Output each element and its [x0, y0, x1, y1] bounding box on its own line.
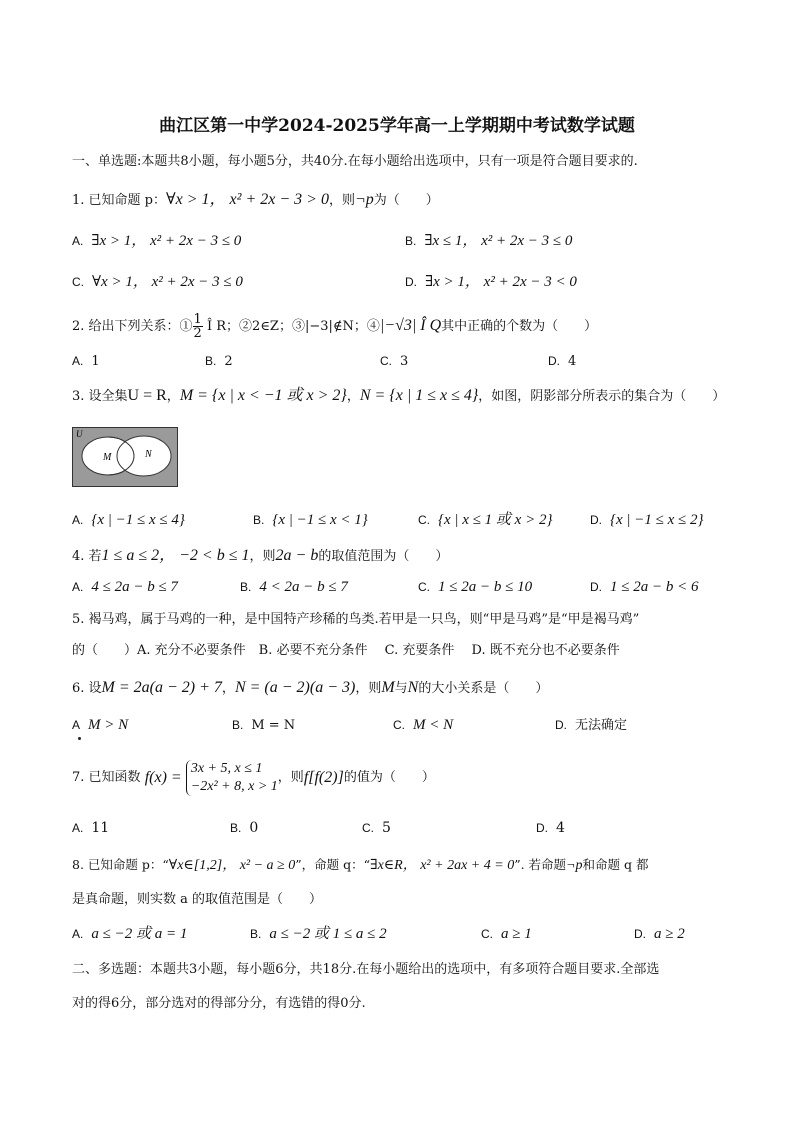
q7-case-1: 3x + 5, x ≤ 1 — [190, 761, 263, 776]
q8-stem-text-2: ”，命题 q：“ — [295, 857, 370, 872]
venn-label-n: N — [145, 449, 152, 460]
section-2-header-line-2: 对的得6分，部分选对的得部分分，有选错的得0分. — [72, 996, 366, 1011]
venn-label-u: U — [76, 429, 83, 439]
q3-set-m: M = {x | x < −1 或 x > 2} — [179, 387, 347, 404]
q4-stem-text: 4. 若 — [72, 549, 102, 564]
q7-option-b: B. 0 — [230, 820, 259, 836]
q3-option-a-text: {x | −1 ≤ x ≤ 4} — [91, 512, 185, 528]
section-1-header: 一、单选题:本题共8小题，每小题5分，共40分.在每小题给出选项中，只有一项是符合题目要求的. — [72, 154, 638, 169]
q1-option-a: A. ∃x > 1， x² + 2x − 3 ≤ 0 — [72, 233, 242, 249]
q3-comma-2: ， — [346, 389, 360, 404]
q8-option-a: A. a ≤ −2 或 a = 1 — [72, 926, 188, 942]
question-1-stem — [72, 191, 439, 210]
q4-condition: 1 ≤ a ≤ 2， −2 < b ≤ 1 — [101, 547, 250, 564]
q6-option-a-text: M > N — [88, 717, 129, 733]
q3-set-n: N = {x | 1 ≤ x ≤ 4} — [359, 387, 479, 404]
q4-expression: 2a − b — [275, 547, 319, 564]
q4-option-b: B. 4 < 2a − b ≤ 7 — [240, 579, 348, 595]
q1-option-b: B. ∃x ≤ 1， x² + 2x − 3 ≤ 0 — [405, 233, 573, 249]
q3-option-d: D. {x | −1 ≤ x ≤ 2} — [590, 512, 704, 528]
question-2-stem — [72, 313, 597, 340]
q1-option-a-text: ∃x > 1， x² + 2x − 3 ≤ 0 — [91, 233, 242, 249]
q8-option-b: B. a ≤ −2 或 1 ≤ a ≤ 2 — [250, 926, 387, 942]
q7-stem-text-2: ，则 — [277, 770, 304, 785]
q2-option-b-text: 2 — [224, 354, 233, 369]
q7-option-d-text: 4 — [556, 820, 565, 836]
q2-stem-text: 2. 给出下列关系：① — [72, 319, 193, 334]
q6-option-c-text: M < N — [413, 717, 454, 733]
q1-option-b-text: ∃x ≤ 1， x² + 2x − 3 ≤ 0 — [424, 233, 573, 249]
q8-proposition-q: ∃x∈R， x² + 2ax + 4 = 0 — [370, 858, 515, 873]
q6-option-c: C. M < N — [393, 717, 454, 733]
q7-piecewise-cases — [186, 760, 278, 796]
q4-option-d-text: 1 ≤ 2a − b < 6 — [610, 579, 699, 595]
q3-option-a: A. {x | −1 ≤ x ≤ 4} — [72, 512, 185, 528]
q3-option-b-text: {x | −1 ≤ x < 1} — [272, 512, 368, 528]
q7-stem-text: 7. 已知函数 — [72, 770, 141, 785]
q6-option-a: A M > N — [72, 717, 129, 733]
q7-option-d: D. 4 — [536, 820, 565, 836]
q8-option-d: D. a ≥ 2 — [634, 926, 685, 942]
q4-stem-text-3: 的取值范围为（ ） — [318, 549, 449, 564]
q6-stem-text-2: ，则 — [355, 681, 382, 696]
q8-proposition-p: ∀x∈[1,2]， x² − a ≥ 0 — [168, 858, 296, 873]
q8-stem-text: 8. 已知命题 p：“ — [72, 857, 169, 872]
q6-option-d: D. 无法确定 — [555, 718, 628, 733]
q4-stem-text-2: ，则 — [249, 549, 276, 564]
stray-dot — [78, 737, 81, 740]
q8-option-b-text: a ≤ −2 或 1 ≤ a ≤ 2 — [269, 926, 387, 942]
section-2-header-line-1: 二、多选题：本题共3小题，每小题6分，共18分.在每小题给出的选项中，有多项符合题目要求.全部选 — [72, 962, 660, 977]
q2-option-a-text: 1 — [91, 354, 100, 369]
q7-composite: f[f(2)] — [303, 769, 344, 786]
q1-stem-text: 1. 已知命题 p： — [72, 193, 166, 208]
q6-stem-text-4: 的大小关系是（ ） — [418, 681, 549, 696]
q4-option-a: A. 4 ≤ 2a − b ≤ 7 — [72, 579, 178, 595]
venn-diagram — [72, 427, 178, 487]
q1-negation: ¬p — [354, 191, 374, 208]
q3-universal-set: U = R — [127, 387, 167, 404]
q3-stem-text: 3. 设全集 — [72, 389, 128, 404]
q8-negation: ¬p — [566, 858, 583, 873]
q6-var-n: N — [407, 679, 419, 696]
q7-option-c-text: 5 — [382, 820, 391, 836]
question-4-stem — [72, 547, 448, 566]
q1-stem-text-2: ，则 — [328, 193, 355, 208]
q2-option-d-text: 4 — [568, 354, 577, 369]
question-3-stem — [72, 387, 725, 406]
q2-option-a: A. 1 — [72, 354, 100, 369]
q1-stem-text-3: 为（ ） — [373, 193, 439, 208]
q3-comma: ， — [166, 389, 180, 404]
question-5-line-1: 5. 褐马鸡，属于马鸡的一种，是中国特产珍稀的鸟类.若甲是一只鸟，则“甲是马鸡”是“甲是褐马鸡” — [72, 612, 640, 627]
q6-var-m: M — [381, 679, 395, 696]
q4-option-c-text: 1 ≤ 2a − b ≤ 10 — [438, 579, 533, 595]
q4-option-b-text: 4 < 2a − b ≤ 7 — [259, 579, 348, 595]
q3-option-c: C. {x | x ≤ 1 或 x > 2} — [418, 512, 553, 528]
q2-option-c: C. 3 — [380, 354, 409, 369]
q6-comma: ， — [221, 681, 235, 696]
q6-expr-n: N = (a − 2)(a − 3) — [234, 679, 356, 696]
q6-option-d-text: 无法确定 — [575, 718, 628, 733]
q1-option-c-text: ∀x > 1， x² + 2x − 3 ≤ 0 — [92, 274, 243, 290]
q8-stem-text-3: ”. 若命题 — [514, 857, 567, 872]
q7-case-2: −2x² + 8, x > 1 — [190, 779, 278, 794]
q2-stem-text-2: 其中正确的个数为（ ） — [441, 319, 598, 334]
q7-option-a-text: 11 — [91, 820, 110, 836]
q7-function-name: f(x) = — [144, 769, 182, 786]
question-8-line-1 — [72, 856, 648, 875]
q2-relations: Î R；②2∈Z；③|−3|∉N；④ — [206, 319, 380, 334]
question-7-stem — [72, 760, 435, 796]
q2-frac-num: 1 — [193, 312, 202, 327]
q4-option-c: C. 1 ≤ 2a − b ≤ 10 — [418, 579, 533, 595]
q8-stem-text-4: 和命题 q 都 — [582, 857, 649, 872]
q2-fraction — [193, 313, 203, 340]
q2-option-d: D. 4 — [548, 354, 577, 369]
q6-option-b-text: M = N — [251, 718, 296, 733]
q8-option-c-text: a ≥ 1 — [501, 926, 532, 942]
q7-option-b-text: 0 — [249, 820, 259, 836]
venn-label-m: M — [103, 452, 112, 463]
q2-option-b: B. 2 — [205, 354, 233, 369]
q3-option-c-text: {x | x ≤ 1 或 x > 2} — [438, 512, 553, 528]
q6-stem-text: 6. 设 — [72, 681, 102, 696]
q2-relation-4: |−√3| Î Q — [379, 317, 442, 334]
q6-stem-text-3: 与 — [394, 681, 408, 696]
q3-stem-text-2: ，如图，阴影部分所表示的集合为（ ） — [478, 389, 726, 404]
q1-option-c: C. ∀x > 1， x² + 2x − 3 ≤ 0 — [72, 274, 243, 290]
q3-option-b: B. {x | −1 ≤ x < 1} — [253, 512, 368, 528]
q6-expr-m: M = 2a(a − 2) + 7 — [101, 679, 222, 696]
question-5-line-2: 的（ ）A. 充分不必要条件 B. 必要不充分条件 C. 充要条件 D. 既不充分也不必要条件 — [72, 643, 620, 658]
q2-frac-den: 2 — [193, 326, 202, 341]
q8-option-d-text: a ≥ 2 — [654, 926, 685, 942]
q1-option-d-text: ∃x > 1， x² + 2x − 3 < 0 — [425, 274, 577, 290]
q8-option-c: C. a ≥ 1 — [481, 926, 532, 942]
page-title: 曲江区第一中学2024-2025学年高一上学期期中考试数学试题 — [159, 116, 635, 136]
q7-option-c: C. 5 — [362, 820, 391, 836]
q7-stem-text-3: 的值为（ ） — [343, 770, 435, 785]
q1-option-d: D. ∃x > 1， x² + 2x − 3 < 0 — [405, 274, 577, 290]
q8-option-a-text: a ≤ −2 或 a = 1 — [91, 926, 188, 942]
q7-option-a: A. 11 — [72, 820, 110, 836]
q3-option-d-text: {x | −1 ≤ x ≤ 2} — [610, 512, 704, 528]
q6-option-b: B. M = N — [232, 718, 296, 733]
q1-proposition: ∀x > 1， x² + 2x − 3 > 0 — [166, 191, 329, 208]
q4-option-d: D. 1 ≤ 2a − b < 6 — [590, 579, 699, 595]
question-6-stem — [72, 679, 548, 698]
question-8-line-2: 是真命题，则实数 a 的取值范围是（ ） — [72, 892, 323, 907]
q2-option-c-text: 3 — [400, 354, 409, 369]
q4-option-a-text: 4 ≤ 2a − b ≤ 7 — [91, 579, 178, 595]
